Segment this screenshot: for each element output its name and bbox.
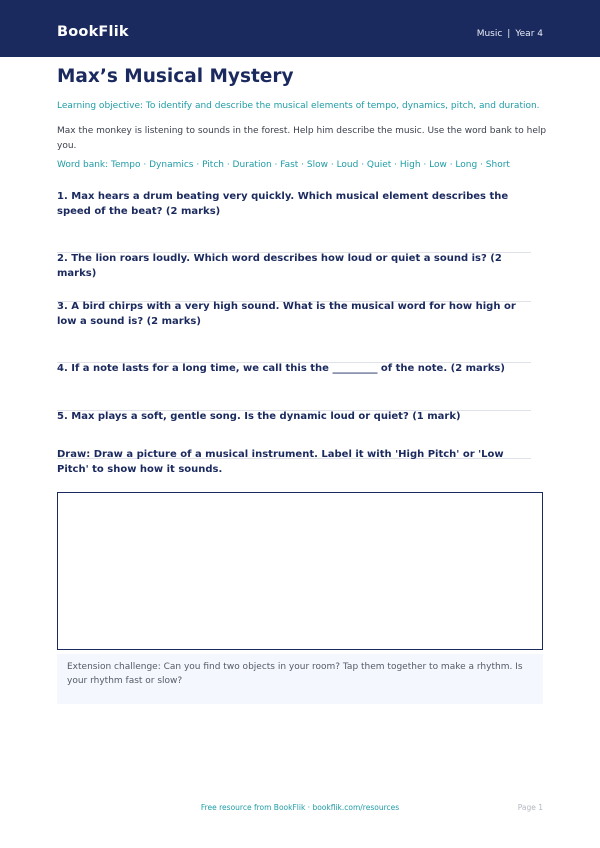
footer-credit: Free resource from BookFlik · bookflik.com/resources: [200, 803, 400, 812]
header-bar: [0, 0, 600, 57]
meta-separator: |: [507, 29, 511, 39]
question-3: 3. A bird chirps with a very high sound. What is the musical word for how high or low a sound is? (2 marks): [57, 301, 516, 327]
extension-challenge: [57, 654, 543, 704]
question-2: 2. The lion roars loudly. Which word describes how loud or quiet a sound is? (2 marks): [57, 253, 502, 279]
intro-text: Max the monkey is listening to sounds in the forest. Help him describe the music. Use the word bank to help you.: [57, 126, 547, 151]
year-label: Year 4: [515, 29, 543, 39]
question-5: 5. Max plays a soft, gentle song. Is the dynamic loud or quiet? (1 mark): [57, 411, 461, 422]
question-4: 4. If a note lasts for a long time, we call this the _________ of the note. (2 marks): [57, 363, 505, 374]
word-bank: Word bank: Tempo · Dynamics · Pitch · Duration · Fast · Slow · Loud · Quiet · High · Low · Long · Short: [57, 160, 510, 170]
page-number: Page 1: [517, 803, 543, 812]
question-1: 1. Max hears a drum beating very quickly. Which musical element describes the speed of the beat? (2 marks): [57, 191, 509, 217]
subject-year-label: [477, 27, 543, 41]
worksheet-title: Max’s Musical Mystery: [57, 66, 294, 87]
draw-task: Draw: Draw a picture of a musical instrument. Label it with 'High Pitch' or 'Low Pitch' to show how it sounds.: [57, 449, 504, 475]
drawing-area[interactable]: [57, 492, 543, 650]
subject-label: Music: [476, 29, 503, 39]
learning-objective: Learning objective: To identify and describe the musical elements of tempo, dynamics, pitch, and duration.: [57, 101, 540, 111]
brand-logo-text: BookFlik: [57, 24, 129, 40]
extension-text: Extension challenge: Can you find two objects in your room? Tap them together to make a rhythm. Is your rhythm fast or slow?: [67, 662, 523, 686]
